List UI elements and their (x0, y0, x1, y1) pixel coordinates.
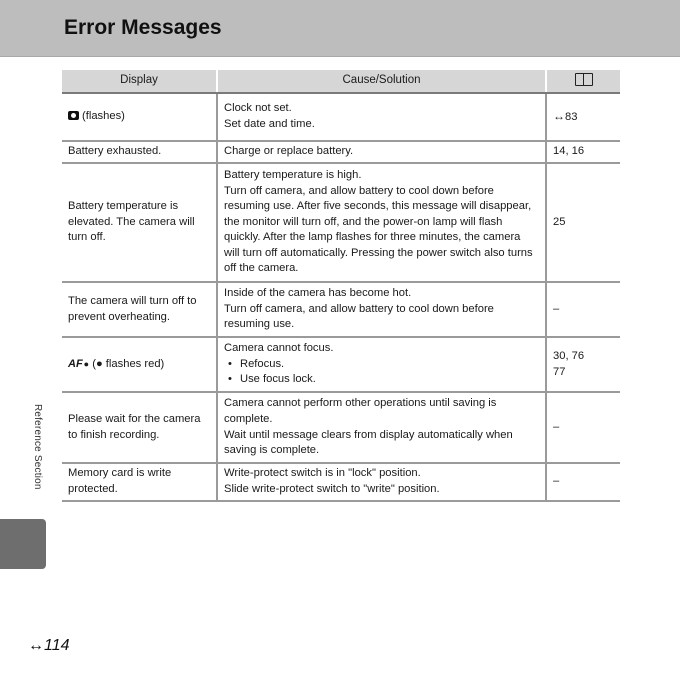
column-header-cause: Cause/Solution (217, 70, 546, 93)
display-text: (flashes) (82, 110, 125, 123)
cause-cell (217, 163, 546, 282)
cause-cell (217, 141, 546, 163)
af-focus-icon: AF (68, 357, 83, 370)
reference-cell (546, 93, 620, 141)
bullet-icon: • (228, 373, 232, 386)
display-cell: Battery temperature is elevated. The camera will turn off. (62, 163, 217, 282)
cause-line: Write-protect switch is in "lock" position. (224, 467, 421, 480)
cause-cell (217, 392, 546, 463)
cause-line: Battery temperature is high. (224, 168, 362, 181)
cause-line: Camera cannot perform other operations until saving is complete. (224, 397, 497, 425)
error-messages-table (62, 70, 620, 502)
cause-line: Wait until message clears from display automatically when saving is complete. (224, 428, 513, 457)
cause-cell (217, 463, 546, 501)
bullet-item (224, 372, 539, 388)
cause-cell (217, 337, 546, 392)
reference-cell: – (546, 463, 620, 501)
page-number (28, 637, 70, 655)
display-cell: Please wait for the camera to finish recording. (62, 392, 217, 463)
table-row (62, 163, 620, 282)
cause-line: Set date and time. (224, 118, 315, 130)
table-row (62, 463, 620, 501)
side-tab-label: Reference Section (32, 404, 43, 490)
cause-line: Charge or replace battery. (224, 145, 354, 158)
cause-line: Camera cannot focus. (224, 342, 334, 355)
display-cell: Memory card is write protected. (62, 463, 217, 501)
column-header-reference (546, 70, 620, 93)
bullet-item (224, 357, 539, 373)
cause-line: Slide write-protect switch to "write" position. (224, 483, 440, 495)
column-header-display: Display (62, 70, 217, 93)
cause-line: Turn off camera, and allow battery to cool down before resuming use. After five seconds, this message will disappear, the monitor will turn off, and the power-on lamp will flash quickly. After the lamp flashes for three minutes, the camera will turn off automatically. Pressing the power switch also turns off the camera. (224, 184, 533, 275)
cause-cell (217, 93, 546, 141)
camera-clock-icon (68, 111, 79, 120)
page-title: Error Messages (64, 16, 222, 39)
table-row (62, 141, 620, 163)
table-row (62, 282, 620, 337)
reference-cell: 25 (546, 163, 620, 282)
cause-cell (217, 282, 546, 337)
reference-text: 83 (565, 110, 578, 123)
reference-section-icon: ↔ (28, 637, 44, 654)
reference-text: 30, 76 (553, 349, 585, 362)
cause-line: Turn off camera, and allow battery to cool down before resuming use. (224, 302, 494, 331)
side-tab-marker (0, 519, 46, 569)
cause-line: Clock not set. (224, 102, 292, 115)
table-row (62, 337, 620, 392)
display-cell (62, 93, 217, 141)
display-text: (● flashes red) (92, 357, 165, 370)
reference-cell: – (546, 282, 620, 337)
book-icon (575, 73, 593, 86)
header-band (0, 0, 680, 57)
display-cell: The camera will turn off to prevent overheating. (62, 282, 217, 337)
bullet-icon: • (228, 357, 232, 370)
reference-section-icon: ↔ (553, 108, 565, 123)
reference-cell: – (546, 392, 620, 463)
page-number-text: 114 (44, 637, 70, 654)
display-cell: Battery exhausted. (62, 141, 217, 163)
reference-cell (546, 337, 620, 392)
table-row (62, 93, 620, 141)
reference-text: 77 (553, 365, 566, 378)
focus-dot-icon: ● (83, 358, 90, 369)
display-cell (62, 337, 217, 392)
reference-cell: 14, 16 (546, 141, 620, 163)
cause-line: Inside of the camera has become hot. (224, 287, 412, 300)
bullet-text: Refocus. (240, 357, 285, 370)
bullet-text: Use focus lock. (240, 373, 316, 386)
table-row (62, 392, 620, 463)
table-header-row (62, 70, 620, 93)
